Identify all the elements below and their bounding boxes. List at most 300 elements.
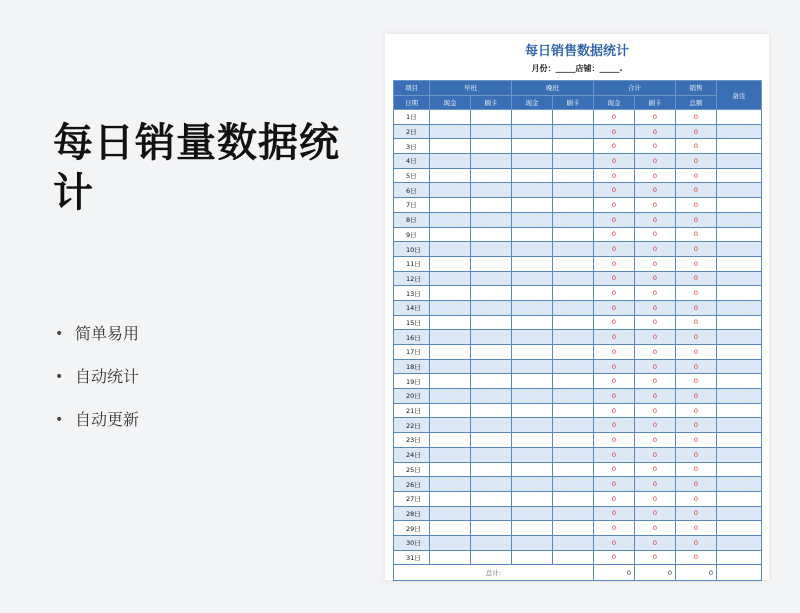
header-cell: 刷卡 [635,95,676,110]
day-cell: 18日 [394,359,430,374]
input-cell[interactable] [471,124,512,139]
header-row [394,95,762,110]
total-cell [717,565,762,581]
input-cell[interactable] [471,286,512,301]
input-cell[interactable] [430,389,471,404]
sum-cell: 0 [594,477,635,492]
input-cell[interactable] [430,124,471,139]
input-cell[interactable] [471,183,512,198]
table-row [394,345,762,360]
sum-cell: 0 [676,389,717,404]
input-cell[interactable] [430,286,471,301]
table-row [394,110,762,125]
table-row [394,227,762,242]
input-cell[interactable] [512,433,553,448]
sum-cell: 0 [676,345,717,360]
sum-cell: 0 [594,110,635,125]
input-cell[interactable] [512,389,553,404]
input-cell[interactable] [471,345,512,360]
sum-cell: 0 [676,418,717,433]
input-cell[interactable] [553,271,594,286]
input-cell[interactable] [553,477,594,492]
input-cell[interactable] [512,535,553,550]
input-cell[interactable] [430,535,471,550]
input-cell[interactable] [512,300,553,315]
input-cell[interactable] [471,550,512,565]
input-cell[interactable] [512,271,553,286]
remark-cell[interactable] [717,418,762,433]
day-cell: 12日 [394,271,430,286]
remark-cell[interactable] [717,330,762,345]
table-body [394,110,762,565]
table-row [394,286,762,301]
remark-cell[interactable] [717,124,762,139]
sum-cell: 0 [676,198,717,213]
input-cell[interactable] [512,550,553,565]
input-cell[interactable] [553,491,594,506]
input-cell[interactable] [553,212,594,227]
day-cell: 6日 [394,183,430,198]
input-cell[interactable] [471,374,512,389]
input-cell[interactable] [471,521,512,536]
input-cell[interactable] [512,124,553,139]
input-cell[interactable] [512,403,553,418]
sum-cell: 0 [594,124,635,139]
table-row [394,212,762,227]
input-cell[interactable] [471,447,512,462]
sum-cell: 0 [635,212,676,227]
header-cell: 现金 [430,95,471,110]
header-cell: 刷卡 [471,95,512,110]
sum-cell: 0 [635,227,676,242]
sum-cell: 0 [635,154,676,169]
day-cell: 13日 [394,286,430,301]
input-cell[interactable] [512,168,553,183]
remark-cell[interactable] [717,227,762,242]
input-cell[interactable] [553,535,594,550]
header-cell: 销售 [676,81,717,96]
remark-cell[interactable] [717,345,762,360]
input-cell[interactable] [471,198,512,213]
input-cell[interactable] [430,168,471,183]
input-cell[interactable] [430,418,471,433]
input-cell[interactable] [430,477,471,492]
day-cell: 10日 [394,242,430,257]
header-cell: 总额 [676,95,717,110]
remark-cell[interactable] [717,110,762,125]
sheet-title: 每日销售数据统计 [524,44,629,59]
input-cell[interactable] [553,403,594,418]
sum-cell: 0 [676,330,717,345]
input-cell[interactable] [430,227,471,242]
remark-cell[interactable] [717,168,762,183]
sum-cell: 0 [635,330,676,345]
sum-cell: 0 [676,286,717,301]
input-cell[interactable] [553,198,594,213]
feature-label: 自动统计 [75,366,140,386]
sum-cell: 0 [676,212,717,227]
sum-cell: 0 [594,286,635,301]
input-cell[interactable] [430,315,471,330]
input-cell[interactable] [471,139,512,154]
sum-cell: 0 [635,550,676,565]
feature-item [55,355,139,398]
input-cell[interactable] [512,198,553,213]
input-cell[interactable] [553,506,594,521]
sum-cell: 0 [594,403,635,418]
table-row [394,477,762,492]
remark-cell[interactable] [717,506,762,521]
remark-cell[interactable] [717,300,762,315]
day-cell: 20日 [394,389,430,404]
sum-cell: 0 [676,168,717,183]
input-cell[interactable] [430,183,471,198]
header-cell: 合计 [594,81,676,96]
input-cell[interactable] [430,433,471,448]
input-cell[interactable] [430,359,471,374]
remark-cell[interactable] [717,139,762,154]
remark-cell[interactable] [717,359,762,374]
input-cell[interactable] [471,359,512,374]
sum-cell: 0 [676,506,717,521]
input-cell[interactable] [512,256,553,271]
total-row [394,565,762,581]
input-cell[interactable] [430,506,471,521]
sum-cell: 0 [635,286,676,301]
input-cell[interactable] [512,139,553,154]
input-cell[interactable] [512,315,553,330]
input-cell[interactable] [430,345,471,360]
remark-cell[interactable] [717,198,762,213]
input-cell[interactable] [471,506,512,521]
input-cell[interactable] [471,227,512,242]
input-cell[interactable] [553,418,594,433]
table-row [394,154,762,169]
input-cell[interactable] [553,154,594,169]
input-cell[interactable] [553,286,594,301]
sum-cell: 0 [594,227,635,242]
remark-cell[interactable] [717,477,762,492]
table-row [394,198,762,213]
input-cell[interactable] [471,168,512,183]
remark-cell[interactable] [717,521,762,536]
input-cell[interactable] [512,110,553,125]
sum-cell: 0 [635,389,676,404]
input-cell[interactable] [471,110,512,125]
header-cell: 现金 [594,95,635,110]
input-cell[interactable] [430,139,471,154]
sum-cell: 0 [676,124,717,139]
input-cell[interactable] [471,403,512,418]
input-cell[interactable] [471,271,512,286]
sum-cell: 0 [676,521,717,536]
remark-cell[interactable] [717,433,762,448]
input-cell[interactable] [430,374,471,389]
table-row [394,462,762,477]
input-cell[interactable] [553,110,594,125]
remark-cell[interactable] [717,550,762,565]
input-cell[interactable] [512,418,553,433]
input-cell[interactable] [553,462,594,477]
sum-cell: 0 [676,447,717,462]
bullet-icon: • [55,325,64,342]
input-cell[interactable] [553,433,594,448]
table-row [394,271,762,286]
input-cell[interactable] [553,256,594,271]
sum-cell: 0 [676,374,717,389]
table-row [394,300,762,315]
day-cell: 17日 [394,345,430,360]
remark-cell[interactable] [717,154,762,169]
header-row [394,81,762,96]
day-cell: 23日 [394,433,430,448]
input-cell[interactable] [471,418,512,433]
header-cell: 日期 [394,95,430,110]
input-cell[interactable] [512,212,553,227]
sum-cell: 0 [594,433,635,448]
sum-cell: 0 [594,315,635,330]
table-row [394,521,762,536]
remark-cell[interactable] [717,403,762,418]
input-cell[interactable] [553,315,594,330]
input-cell[interactable] [430,271,471,286]
sum-cell: 0 [676,403,717,418]
sum-cell: 0 [676,315,717,330]
input-cell[interactable] [553,359,594,374]
table-row [394,506,762,521]
remark-cell[interactable] [717,315,762,330]
input-cell[interactable] [471,212,512,227]
sum-cell: 0 [635,374,676,389]
day-cell: 19日 [394,374,430,389]
sum-cell: 0 [635,198,676,213]
table-row [394,330,762,345]
input-cell[interactable] [553,550,594,565]
input-cell[interactable] [471,491,512,506]
sum-cell: 0 [676,550,717,565]
input-cell[interactable] [430,447,471,462]
remark-cell[interactable] [717,256,762,271]
input-cell[interactable] [430,110,471,125]
day-cell: 7日 [394,198,430,213]
sum-cell: 0 [594,168,635,183]
sum-cell: 0 [594,491,635,506]
total-label: 总计: [394,565,594,581]
input-cell[interactable] [512,359,553,374]
sum-cell: 0 [594,374,635,389]
input-cell[interactable] [471,154,512,169]
table-row [394,550,762,565]
input-cell[interactable] [430,154,471,169]
input-cell[interactable] [430,300,471,315]
input-cell[interactable] [471,330,512,345]
sum-cell: 0 [594,389,635,404]
input-cell[interactable] [553,389,594,404]
input-cell[interactable] [512,183,553,198]
sum-cell: 0 [594,271,635,286]
day-cell: 29日 [394,521,430,536]
header-cell: 项目 [394,81,430,96]
sum-cell: 0 [594,183,635,198]
day-cell: 25日 [394,462,430,477]
table-row [394,447,762,462]
day-cell: 11日 [394,256,430,271]
input-cell[interactable] [553,300,594,315]
sum-cell: 0 [676,535,717,550]
input-cell[interactable] [512,227,553,242]
sales-table [393,80,762,581]
day-cell: 4日 [394,154,430,169]
input-cell[interactable] [512,242,553,257]
input-cell[interactable] [471,433,512,448]
input-cell[interactable] [430,212,471,227]
input-cell[interactable] [471,462,512,477]
input-cell[interactable] [553,139,594,154]
sum-cell: 0 [676,491,717,506]
sum-cell: 0 [594,550,635,565]
sum-cell: 0 [635,403,676,418]
sum-cell: 0 [594,242,635,257]
input-cell[interactable] [512,491,553,506]
remark-cell[interactable] [717,286,762,301]
day-cell: 1日 [394,110,430,125]
input-cell[interactable] [430,491,471,506]
remark-cell[interactable] [717,447,762,462]
input-cell[interactable] [553,521,594,536]
remark-cell[interactable] [717,389,762,404]
table-row [394,359,762,374]
input-cell[interactable] [512,374,553,389]
sum-cell: 0 [676,154,717,169]
table-row [394,403,762,418]
header-cell: 刷卡 [553,95,594,110]
feature-item [55,398,139,441]
input-cell[interactable] [512,286,553,301]
input-cell[interactable] [471,535,512,550]
sum-cell: 0 [594,506,635,521]
input-cell[interactable] [512,154,553,169]
day-cell: 2日 [394,124,430,139]
table-row [394,315,762,330]
input-cell[interactable] [553,345,594,360]
input-cell[interactable] [553,183,594,198]
feature-label: 自动更新 [75,409,140,429]
table-row [394,491,762,506]
sum-cell: 0 [676,271,717,286]
input-cell[interactable] [430,198,471,213]
sum-cell: 0 [635,110,676,125]
remark-cell[interactable] [717,535,762,550]
spreadsheet-preview [385,34,769,580]
input-cell[interactable] [553,242,594,257]
feature-label: 简单易用 [75,323,140,343]
sum-cell: 0 [594,330,635,345]
input-cell[interactable] [471,315,512,330]
sum-cell: 0 [635,256,676,271]
table-row [394,418,762,433]
input-cell[interactable] [430,403,471,418]
header-cell: 晚班 [512,81,594,96]
input-cell[interactable] [471,389,512,404]
table-row [394,389,762,404]
total-cell: 0 [594,565,635,581]
table-row [394,433,762,448]
day-cell: 27日 [394,491,430,506]
input-cell[interactable] [430,462,471,477]
sum-cell: 0 [594,462,635,477]
sum-cell: 0 [635,345,676,360]
input-cell[interactable] [512,521,553,536]
input-cell[interactable] [471,242,512,257]
input-cell[interactable] [471,477,512,492]
sum-cell: 0 [676,256,717,271]
sum-cell: 0 [635,506,676,521]
input-cell[interactable] [430,330,471,345]
day-cell: 5日 [394,168,430,183]
remark-cell[interactable] [717,491,762,506]
input-cell[interactable] [430,242,471,257]
day-cell: 3日 [394,139,430,154]
remark-cell[interactable] [717,242,762,257]
sum-cell: 0 [594,154,635,169]
input-cell[interactable] [430,256,471,271]
input-cell[interactable] [430,521,471,536]
input-cell[interactable] [512,477,553,492]
sum-cell: 0 [594,418,635,433]
input-cell[interactable] [553,124,594,139]
input-cell[interactable] [512,447,553,462]
sum-cell: 0 [676,433,717,448]
input-cell[interactable] [553,374,594,389]
input-cell[interactable] [430,550,471,565]
day-cell: 16日 [394,330,430,345]
total-cell: 0 [635,565,676,581]
input-cell[interactable] [471,300,512,315]
day-cell: 15日 [394,315,430,330]
sum-cell: 0 [635,315,676,330]
input-cell[interactable] [553,227,594,242]
header-cell: 早班 [430,81,512,96]
day-cell: 14日 [394,300,430,315]
input-cell[interactable] [512,345,553,360]
input-cell[interactable] [471,256,512,271]
sum-cell: 0 [676,359,717,374]
sum-cell: 0 [635,491,676,506]
sum-cell: 0 [594,198,635,213]
day-cell: 28日 [394,506,430,521]
input-cell[interactable] [512,462,553,477]
sum-cell: 0 [635,242,676,257]
sum-cell: 0 [676,300,717,315]
table-row [394,124,762,139]
sum-cell: 0 [676,183,717,198]
feature-list [55,312,139,441]
input-cell[interactable] [512,506,553,521]
remark-cell[interactable] [717,183,762,198]
sum-cell: 0 [676,477,717,492]
sum-cell: 0 [594,139,635,154]
remark-cell[interactable] [717,462,762,477]
remark-cell[interactable] [717,374,762,389]
input-cell[interactable] [553,330,594,345]
input-cell[interactable] [553,168,594,183]
input-cell[interactable] [553,447,594,462]
remark-cell[interactable] [717,271,762,286]
remark-cell[interactable] [717,212,762,227]
table-row [394,183,762,198]
input-cell[interactable] [512,330,553,345]
day-cell: 26日 [394,477,430,492]
